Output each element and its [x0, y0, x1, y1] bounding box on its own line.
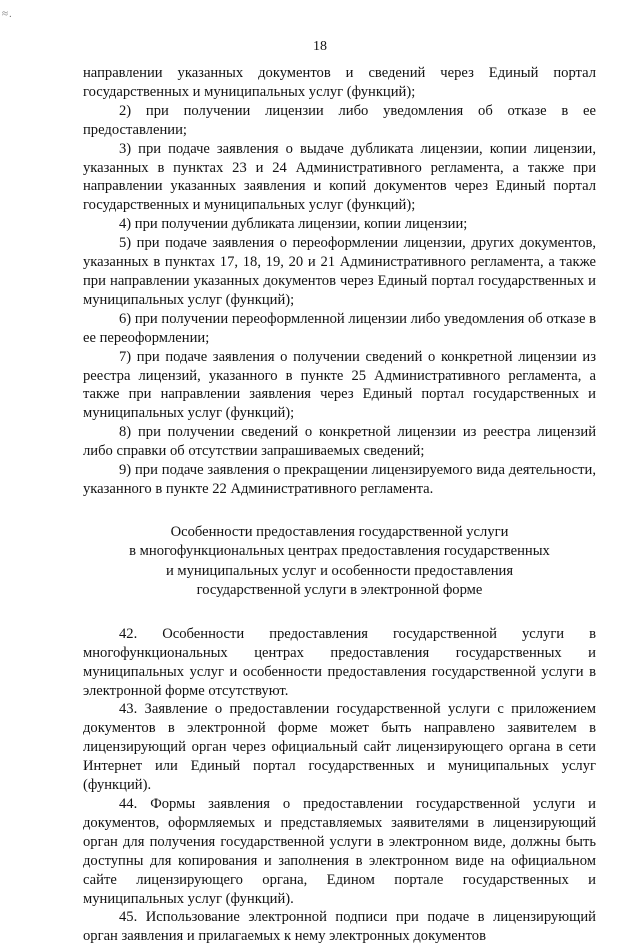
- list-item-6: 6) при получении переоформленной лицензии либо уведомления об отказе в ее переоформлении;: [83, 310, 596, 346]
- list-item-3: 3) при подаче заявления о выдаче дубликата лицензии, копии лицензии, указанных в пунктах 23 и 24 Административного регламента, а также при направлении указанных заявления и копий документов через Единый портал государственных и муниципальных услуг (функций);: [83, 140, 596, 214]
- paragraph-43: 43. Заявление о предоставлении государственной услуги с приложением документов в электронной форме может быть направлено заявителем в лицензирующий орган через официальный сайт лицензирующего органа в сети Интернет или Единый портал государственных и муниципальных услуг (функций).: [83, 701, 596, 794]
- list-item-7: 7) при подаче заявления о получении сведений о конкретной лицензии из реестра лицензий, указанного в пункте 25 Административного регламента, а также при направлении заявления через Единый портал государственных и муниципальных услуг (функций);: [83, 348, 596, 422]
- paragraph-continuation: направлении указанных документов и сведений через Единый портал государственных и муниципальных услуг (функций);: [83, 65, 596, 100]
- list-item-9: 9) при подаче заявления о прекращении лицензируемого вида деятельности, указанного в пункте 22 Административного регламента.: [83, 462, 596, 497]
- paragraph-44: 44. Формы заявления о предоставлении государственной услуги и документов, оформляемых и представляемых заявителями в лицензирующий орган для получения государственной услуги в электронном виде, должны быть доступны для копирования и заполнения в электронном виде на официальном сайте лицензирующего органа, Едином портале государственных и муниципальных услуг (функций).: [83, 796, 596, 907]
- list-item-8: 8) при получении сведений о конкретной лицензии из реестра лицензий либо справки об отсутствии запрашиваемых сведений;: [83, 424, 596, 460]
- section-heading-line-4: государственной услуги в электронной форме: [196, 582, 483, 599]
- list-item-5: 5) при подаче заявления о переоформлении лицензии, других документов, указанных в пунктах 17, 18, 19, 20 и 21 Административного регламента, а также при направлении указанных документов через Единый портал государственных и муниципальных услуг (функций);: [83, 235, 596, 308]
- paragraph-45: 45. Использование электронной подписи при подаче в лицензирующий орган заявления и прилагаемых к нему электронных документов: [83, 909, 596, 945]
- scan-corner-mark: ≈.: [2, 8, 13, 20]
- document-body: [83, 64, 596, 946]
- section-heading: [83, 523, 596, 601]
- paragraph-42: 42. Особенности предоставления государственной услуги в многофункциональных центрах предоставления государственных и муниципальных услуг и особенности предоставления государственной услуги в электронной форме отсутствуют.: [83, 625, 596, 699]
- section-heading-line-2: в многофункциональных центрах предоставления государственных: [129, 543, 550, 560]
- section-heading-line-1: Особенности предоставления государственной услуги: [170, 523, 509, 540]
- page-number: 18: [313, 39, 327, 54]
- list-item-2: 2) при получении лицензии либо уведомления об отказе в ее предоставлении;: [83, 102, 596, 138]
- list-item-4: 4) при получении дубликата лицензии, копии лицензии;: [119, 216, 468, 233]
- section-heading-line-3: и муниципальных услуг и особенности предоставления: [165, 562, 514, 579]
